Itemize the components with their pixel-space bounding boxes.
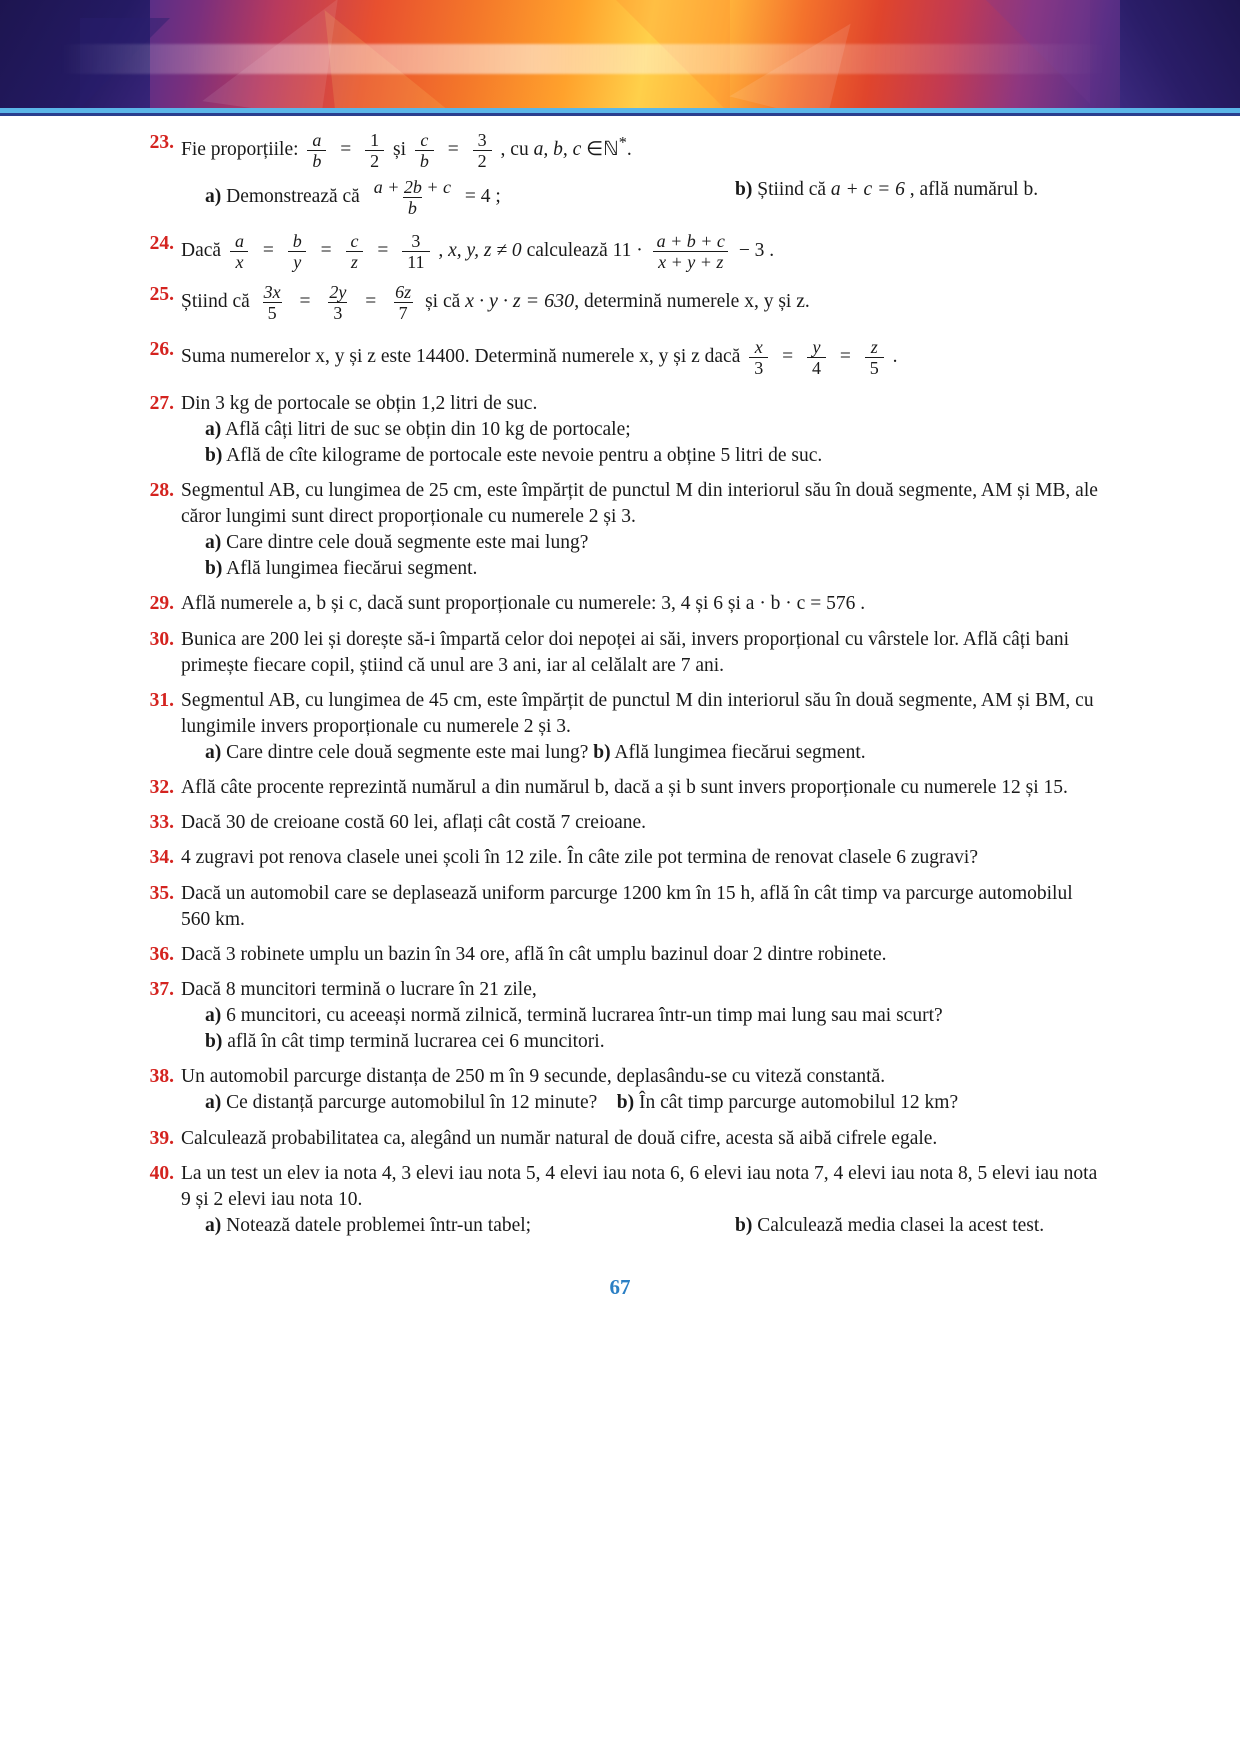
exercise-number: 24. — [149, 232, 174, 254]
banner-highlight-streak — [60, 44, 1110, 74]
exercise-28-item-b: b) Află lungimea fiecărui segment. — [205, 558, 478, 580]
exercise-statement: Din 3 kg de portocale se obțin 1,2 litri de suc. — [181, 392, 538, 414]
exercise-40 — [140, 1161, 1100, 1239]
exercise-number: 23. — [149, 132, 174, 153]
exercise-37-item-b: b) află în cât timp termină lucrarea cei 6 muncitori. — [205, 1031, 605, 1053]
exercise-number: 33. — [149, 812, 174, 834]
fraction-3x-over-5: $\frac{3x}{5}$ — [263, 281, 281, 324]
exercise-38-items: a) Ce distanță parcurge automobilul în 12 minute? b) În cât timp parcurge automobilul 12 km? — [205, 1092, 959, 1114]
fraction-x-over-3: $\frac{x}{3}$ — [749, 337, 768, 378]
exercise-23-item-a: a) Demonstrează că $\frac{a + 2b + c}{b}$ = 4 ; — [205, 177, 501, 219]
exercise-number: 27. — [149, 392, 174, 414]
header-banner — [0, 0, 1240, 116]
exercise-statement: Știind că $\frac{3x}{5}$ = $\frac{2y}{3}$ = $\frac{6z}{7}$ și că x · y · z = 630, determină numerele x, y și z. — [181, 281, 810, 324]
fraction-2y-over-3: $\frac{2y}{3}$ — [329, 281, 347, 324]
exercise-27-item-a: a) Află câți litri de suc se obțin din 10 kg de portocale; — [205, 418, 631, 440]
exercise-30 — [140, 627, 1100, 679]
fraction-a-over-x: $\frac{a}{x}$ — [230, 231, 249, 272]
exercise-statement: Un automobil parcurge distanța de 250 m în 9 secunde, deplasându-se cu viteză constantă. — [181, 1066, 886, 1088]
fraction-a-over-b: $\frac{a}{b}$ — [307, 130, 326, 171]
exercise-32 — [140, 775, 1100, 801]
exercise-number: 35. — [149, 882, 174, 904]
exercise-statement: Segmentul AB, cu lungimea de 25 cm, este împărțit de punctul M din interiorul său în două segmente, AM și MB, ale căror lungimi sunt direct proporționale cu numerele 2 și 3. — [181, 479, 1098, 528]
exercise-statement: 4 zugravi pot renova clasele unei școli în 12 zile. În câte zile pot termina de renovat clasele 6 zugravi? — [181, 847, 978, 869]
exercise-number: 25. — [149, 283, 174, 305]
exercise-36 — [140, 942, 1100, 968]
exercise-26 — [140, 337, 1100, 378]
exercise-38 — [140, 1064, 1100, 1116]
exercise-statement: Dacă 30 de creioane costă 60 lei, aflați cât costă 7 creioane. — [181, 812, 647, 834]
page-number: 67 — [609, 1275, 631, 1300]
exercise-number: 39. — [149, 1127, 174, 1149]
exercise-statement: Suma numerelor x, y și z este 14400. Determină numerele x, y și z dacă $\frac{x}{3}$ = $\frac{y}{4}$ = $\frac{z}{5}$ . — [181, 337, 898, 379]
exercise-number: 37. — [149, 978, 174, 1000]
exercise-statement: Dacă $\frac{a}{x}$ = $\frac{b}{y}$ = $\frac{c}{z}$ = $\frac{3}{11}$ , x, y, z ≠ 0 calculează 11 · $\frac{a + b + c}{x + y + z}$ − 3 . — [181, 230, 775, 272]
exercise-31 — [140, 688, 1100, 766]
fraction-y-over-4: $\frac{y}{4}$ — [807, 337, 826, 378]
exercise-35 — [140, 881, 1100, 933]
fraction-1-over-2: $\frac{1}{2}$ — [365, 130, 384, 171]
fraction-b-over-y: $\frac{b}{y}$ — [288, 231, 307, 272]
exercise-37-item-a: a) 6 muncitori, cu aceeași normă zilnică, termină lucrarea într-un timp mai lung sau mai scurt? — [205, 1005, 943, 1027]
exercise-25 — [140, 282, 1100, 323]
exercise-statement: Bunica are 200 lei și dorește să-i împartă celor doi nepoței ai săi, invers proporțional cu vârstele lor. Află câți bani primește fiecare copil, știind că unul are 3 ani, iar al celălalt are 7 ani. — [181, 628, 1070, 676]
exercise-number: 29. — [149, 593, 174, 615]
fraction-c-over-b: $\frac{c}{b}$ — [415, 130, 434, 171]
exercise-number: 32. — [149, 777, 174, 799]
exercise-number: 36. — [149, 943, 174, 965]
exercise-statement: Dacă un automobil care se deplasează uniform parcurge 1200 km în 15 h, află în cât timp va parcurge automobilul 560 km. — [181, 882, 1073, 930]
exercise-31-items: a) Care dintre cele două segmente este mai lung? b) Află lungimea fiecărui segment. — [205, 742, 866, 764]
natural-set-symbol: ℕ — [603, 139, 619, 161]
fraction-z-over-5: $\frac{z}{5}$ — [865, 337, 884, 378]
page-content — [0, 130, 1240, 1301]
exercise-29 — [140, 591, 1100, 617]
exercise-statement: Calculează probabilitatea ca, alegând un număr natural de două cifre, acesta să aibă cifrele egale. — [181, 1127, 938, 1149]
exercise-number: 34. — [149, 847, 174, 869]
exercise-number: 40. — [149, 1162, 174, 1184]
exercise-statement: Află numerele a, b și c, dacă sunt proporționale cu numerele: 3, 4 și 6 și a · b · c = 576 . — [181, 593, 866, 615]
exercise-number: 28. — [149, 479, 174, 501]
exercise-list — [140, 130, 1100, 1301]
banner-navy-rule — [0, 113, 1240, 116]
exercise-number: 26. — [149, 339, 174, 361]
exercise-number: 38. — [149, 1066, 174, 1088]
exercise-number: 30. — [149, 628, 174, 650]
exercise-27-item-b: b) Află de cîte kilograme de portocale este nevoie pentru a obține 5 litri de suc. — [205, 444, 823, 466]
exercise-statement: Fie proporțiile: $\frac{a}{b}$ = $\frac{1}{2}$ și $\frac{c}{b}$ = $\frac{3}{2}$ , cu a, b, c ∈ℕ*. — [181, 130, 632, 172]
fraction-6z-over-7: $\frac{6z}{7}$ — [395, 281, 412, 324]
exercise-statement: Dacă 8 muncitori termină o lucrare în 21 zile, — [181, 978, 537, 1000]
exercise-24 — [140, 231, 1100, 272]
exercise-statement: Află câte procente reprezintă numărul a din numărul b, dacă a și b sunt invers proporționale cu numerele 12 și 15. — [181, 777, 1068, 799]
exercise-statement: Segmentul AB, cu lungimea de 45 cm, este împărțit de punctul M din interiorul său în două segmente, AM și BM, cu lungimile invers proporționale cu numerele 2 și 3. — [181, 689, 1094, 737]
exercise-statement: Dacă 3 robinete umplu un bazin în 34 ore, află în cât umplu bazinul doar 2 dintre robinete. — [181, 943, 887, 965]
exercise-34 — [140, 845, 1100, 871]
exercise-33 — [140, 810, 1100, 836]
exercise-40-item-b: b) Calculează media clasei la acest test. — [735, 1214, 1045, 1236]
fraction-sum-abc-over-xyz: $\frac{a + b + c}{x + y + z}$ — [652, 231, 730, 272]
exercise-28-item-a: a) Care dintre cele două segmente este mai lung? — [205, 532, 589, 554]
exercise-28 — [140, 478, 1100, 583]
fraction-3-over-11: $\frac{3}{11}$ — [402, 231, 429, 272]
exercise-number: 31. — [149, 689, 174, 711]
exercise-37 — [140, 977, 1100, 1055]
exercise-40-item-a: a) Notează datele problemei într-un tabel; — [205, 1214, 532, 1236]
fraction-c-over-z: $\frac{c}{z}$ — [345, 231, 363, 272]
exercise-27 — [140, 391, 1100, 469]
banner-dark-right-block — [1120, 0, 1240, 116]
fraction-a-2b-c-over-b: $\frac{a + 2b + c}{b}$ — [373, 177, 452, 219]
exercise-23 — [140, 130, 1100, 219]
exercise-23-item-b: b) Știind că a + c = 6 , află numărul b. — [735, 179, 1039, 201]
exercise-39 — [140, 1126, 1100, 1152]
fraction-3-over-2: $\frac{3}{2}$ — [473, 130, 492, 171]
exercise-statement: La un test un elev ia nota 4, 3 elevi iau nota 5, 4 elevi iau nota 6, 6 elevi iau nota 7, 4 elevi iau nota 8, 5 elevi iau nota 9 și 2 elevi iau nota 10. — [181, 1162, 1098, 1210]
